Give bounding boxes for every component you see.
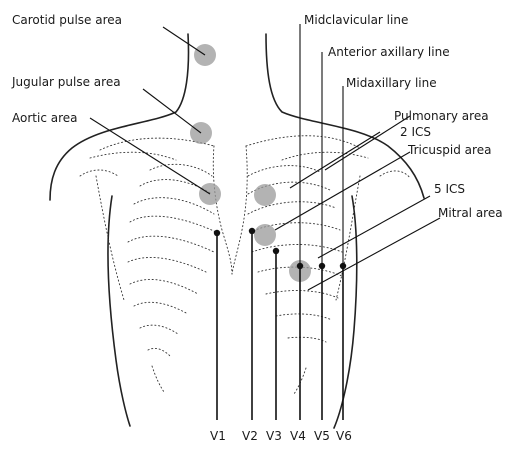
lead-v6-label: V6 bbox=[336, 429, 352, 443]
lead-v3-label: V3 bbox=[266, 429, 282, 443]
pulmonary-area-spot bbox=[254, 184, 276, 206]
label-5ics: 5 ICS bbox=[434, 182, 465, 196]
label-carotid: Carotid pulse area bbox=[12, 13, 122, 27]
label-midclavicular: Midclavicular line bbox=[304, 13, 409, 27]
label-mitral: Mitral area bbox=[438, 206, 503, 220]
label-tricuspid: Tricuspid area bbox=[408, 143, 492, 157]
rib-cage bbox=[80, 136, 410, 394]
label-midaxillary: Midaxillary line bbox=[346, 76, 437, 90]
pulse-areas bbox=[190, 44, 311, 282]
lead-v4-dot bbox=[297, 263, 303, 269]
tricuspid-area-spot bbox=[254, 224, 276, 246]
label-pulmonary: Pulmonary area bbox=[394, 109, 489, 123]
lead-positions bbox=[214, 228, 346, 420]
lead-v5-label: V5 bbox=[314, 429, 330, 443]
lead-v4-label: V4 bbox=[290, 429, 306, 443]
lead-labels bbox=[210, 429, 352, 443]
lead-v6-dot bbox=[340, 263, 346, 269]
label-2ics: 2 ICS bbox=[400, 125, 431, 139]
lead-v1-label: V1 bbox=[210, 429, 226, 443]
label-anterior-axillary: Anterior axillary line bbox=[328, 45, 450, 59]
lead-v2-label: V2 bbox=[242, 429, 258, 443]
lead-v1-dot bbox=[214, 230, 220, 236]
leader-lines bbox=[90, 24, 440, 290]
lead-v2-dot bbox=[249, 228, 255, 234]
label-jugular: Jugular pulse area bbox=[12, 75, 121, 89]
label-aortic: Aortic area bbox=[12, 111, 78, 125]
lead-v3-dot bbox=[273, 248, 279, 254]
lead-v5-dot bbox=[319, 263, 325, 269]
